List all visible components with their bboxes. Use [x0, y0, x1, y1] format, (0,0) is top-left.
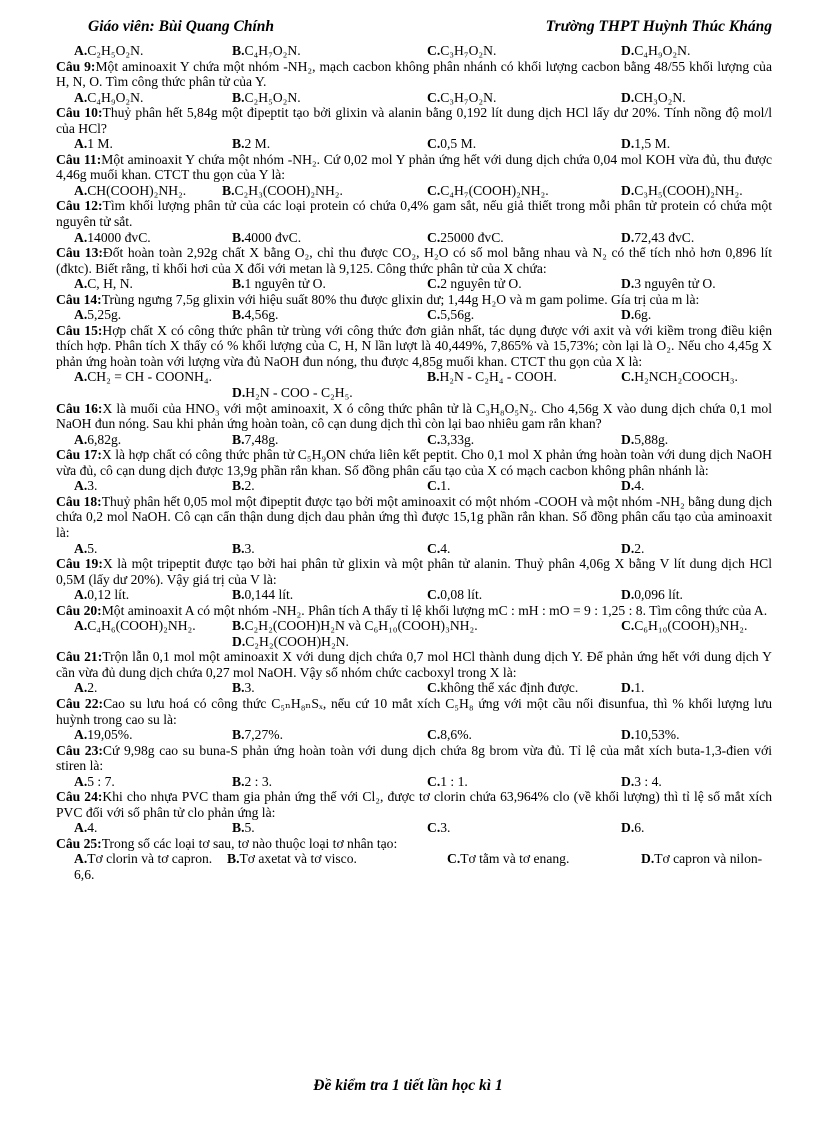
- teacher-name: Giáo viên: Bùi Quang Chính: [88, 18, 275, 35]
- option-d: D.5,88g.: [621, 431, 669, 447]
- option-c: C.C₆H₁₀(COOH)₃NH₂.: [621, 618, 748, 634]
- option-c: C.C₄H₇(COOH)₂NH₂.: [427, 182, 549, 198]
- option-d: D.2.: [621, 540, 645, 556]
- option-c: C.0,5 M.: [427, 136, 477, 152]
- question-18: Câu 18:Thuỷ phân hết 0,05 mol một đipeptit được tạo bởi một aminoaxit có một nhóm -COOH và một nhóm -NH₂ bằng dung dịch chứa 0,2 mol NaOH. Cô cạn cẩn thận dung dịch dau phản ứng thì được 15,1g phần rắn khan. Số đồng phân cấu tạo của aminoaxit là:: [56, 493, 772, 540]
- option-a: A.14000 đvC.: [74, 229, 151, 245]
- option-c: C.2 nguyên tử O.: [427, 276, 522, 292]
- option-c: C.4.: [427, 540, 451, 556]
- question-23: Câu 23:Cứ 9,98g cao su buna-S phản ứng hoàn toàn với dung dịch chứa 8g brom vừa đủ. Tỉ lệ của mắt xích buta-1,3-đien với stiren là:: [56, 742, 772, 774]
- exam-footer-title: Đề kiểm tra 1 tiết lần học kì 1: [313, 1077, 503, 1094]
- question-24: Câu 24:Khi cho nhựa PVC tham gia phản ứng thế với Cl₂, được tơ clorin chứa 63,964% clo (về khối lượng) thì tỉ lệ số mắt xích PVC đối với số phân tử clo phản ứng là:: [56, 789, 772, 820]
- q13-options: [56, 276, 772, 292]
- option-b: B.Tơ axetat và tơ visco.: [227, 851, 357, 867]
- option-d: D.6g.: [621, 307, 652, 323]
- option-d: D.1,5 M.: [621, 136, 671, 152]
- option-b: B.3.: [232, 680, 255, 696]
- option-a: A.6,82g.: [74, 431, 122, 447]
- q25-options: [56, 851, 772, 882]
- question-25: Câu 25:Trong số các loại tơ sau, tơ nào thuộc loại tơ nhân tạo:: [56, 835, 398, 851]
- q21-options: [56, 680, 772, 696]
- question-9: Câu 9:Một aminoaxit Y chứa một nhóm -NH₂, mạch cacbon không phân nhánh có khối lượng cacbon bằng 48/55 khối lượng của H, N, O. Tìm công thức phân tử của Y.: [56, 58, 772, 90]
- option-b: B.1 nguyên tử O.: [232, 276, 326, 292]
- option-a: A.C, H, N.: [74, 276, 133, 292]
- option-b: B.3.: [232, 540, 255, 556]
- option-d: D.H₂N - COO - C₂H₅.: [232, 385, 353, 401]
- option-b: B.2.: [232, 478, 255, 494]
- option-a: A.Tơ clorin và tơ capron.: [74, 851, 213, 867]
- question-15: Câu 15:Hợp chất X có công thức phân tử trùng với công thức đơn giản nhất, tác dụng được với axit và với kiềm trong điều kiện thích hợp. Phân tích X thấy có % khối lượng của C, H, N lần lượt là 40,449%, 7,865% và 15,73%; còn lại là O₂. Nếu cho 4,45g X phản ứng hoàn toàn với lượng vừa đủ NaOH đun nóng, thu được 4,85g muối khan. CTCT thu gọn của X là:: [56, 322, 772, 369]
- q16-options: [56, 432, 772, 448]
- option-d: D.6.: [621, 820, 645, 836]
- q23-options: [56, 774, 772, 790]
- option-a: A.1 M.: [74, 136, 113, 152]
- option-d: D.C₃H₅(COOH)₂NH₂.: [621, 182, 743, 198]
- option-a: A.5.: [74, 540, 98, 556]
- option-d: D.3 nguyên tử O.: [621, 276, 716, 292]
- option-b: B.C₄H₇O₂N.: [232, 43, 301, 58]
- option-d: D.4.: [621, 478, 645, 494]
- option-a: A.C₂H₅O₂N.: [74, 43, 144, 58]
- question-10: Câu 10:Thuỷ phân hết 5,84g một đipeptit tạo bởi glixin và alanin bằng 0,192 lít dung dịch HCl lấy dư 20%. Tính nồng độ mol/l của HCl?: [56, 105, 772, 136]
- option-a: A.CH(COOH)₂NH₂.: [74, 182, 187, 198]
- question-21: Câu 21:Trộn lẫn 0,1 mol một aminoaxit X với dung dịch chứa 0,7 mol HCl thành dung dịch Y. Để phản ứng hết với dung dịch Y cần vừa đủ dung dịch chứa 0,27 mol NaOH. Vậy số nhóm chức cacboxyl trong X là:: [56, 649, 772, 680]
- option-b: B.7,48g.: [232, 431, 279, 447]
- option-a: A.4.: [74, 820, 98, 836]
- q14-options: [56, 307, 772, 323]
- q19-options: [56, 587, 772, 603]
- option-d: D.Tơ capron và nilon-6,6.: [74, 851, 763, 882]
- option-b: B.C₂H₅O₂N.: [232, 89, 301, 105]
- option-c: C.3,33g.: [427, 431, 475, 447]
- option-d: D.3 : 4.: [621, 773, 662, 789]
- question-20: Câu 20:Một aminoaxit A có một nhóm -NH₂. Phân tích A thấy tỉ lệ khối lượng mC : mH : mO = 9 : 1,25 : 8. Tìm công thức của A.: [56, 602, 768, 618]
- question-11: Câu 11:Một aminoaxit Y chứa một nhóm -NH₂. Cứ 0,02 mol Y phản ứng hết với dung dịch chứa 0,04 mol KOH vừa đủ, thu được 4,46g muối khan. CTCT thu gọn của Y là:: [56, 151, 772, 183]
- option-b: B.H₂N - C₂H₄ - COOH.: [427, 369, 557, 385]
- question-list: [56, 43, 772, 883]
- option-a: A.19,05%.: [74, 727, 133, 743]
- question-13: Câu 13:Đốt hoàn toàn 2,92g chất X bằng O₂, chỉ thu được CO₂, H₂O có số mol bằng nhau và N₂ có thể tích nhỏ hơn 0,896 lít (đktc). Biết rằng, tỉ khối hơi của X đối với metan là 9,125. Công thức phân tử của X chứa:: [56, 245, 772, 276]
- q17-options: [56, 478, 772, 494]
- option-c: C.3.: [427, 820, 451, 836]
- q22-options: [56, 727, 772, 743]
- question-12: Câu 12:Tìm khối lượng phân tử của các loại protein có chứa 0,4% gam sắt, nếu giả thiết trong mỗi phân tử protein có chứa một nguyên tử sắt.: [56, 198, 772, 230]
- option-b: B.7,27%.: [232, 727, 283, 743]
- question-14: Câu 14:Trùng ngưng 7,5g glixin với hiệu suất 80% thu được glixin dư; 1,44g H₂O và m gam polime. Gía trị của m là:: [56, 291, 700, 307]
- option-a: A.CH₂ = CH - COONH₄.: [74, 369, 212, 385]
- option-d: D.10,53%.: [621, 727, 680, 743]
- option-c: C.C₃H₇O₂N.: [427, 89, 497, 105]
- page-header: [88, 18, 772, 40]
- option-c: C.1 : 1.: [427, 773, 468, 789]
- q8-options: [56, 43, 772, 59]
- option-c: C.8,6%.: [427, 727, 472, 743]
- question-19: Câu 19:X là một tripeptit được tạo bởi hai phân tử glixin và một phân tử alanin. Thuỷ phân 4,06g X bằng V lít dung dịch HCl 0,5M (lấy dư 20%). Vậy giá trị của V là:: [56, 556, 772, 587]
- option-b: B.C₂H₂(COOH)H₂N và C₆H₁₀(COOH)₃NH₂.: [232, 618, 478, 634]
- q24-options: [56, 820, 772, 836]
- option-b: B.4000 đvC.: [232, 229, 302, 245]
- option-d: D.C₄H₉O₂N.: [621, 43, 691, 58]
- q12-options: [56, 230, 772, 246]
- option-d: D.C₂H₂(COOH)H₂N.: [232, 633, 349, 649]
- option-c: C.0,08 lít.: [427, 587, 483, 603]
- option-d: D.CH₃O₂N.: [621, 89, 686, 105]
- question-22: Câu 22:Cao su lưu hoá có công thức C₅ₙH₈ₙSₓ, nếu cứ 10 mắt xích C₅H₈ ứng với một cầu nối đisunfua, thì % khối lượng lưu huỳnh trong cao su là:: [56, 695, 772, 727]
- option-a: A.C₄H₆(COOH)₂NH₂.: [74, 618, 196, 634]
- option-b: B.C₂H₃(COOH)₂NH₂.: [222, 182, 343, 198]
- q15-options: [56, 369, 772, 400]
- q11-options: [56, 183, 772, 199]
- option-a: A.0,12 lít.: [74, 587, 130, 603]
- q20-options: [56, 618, 772, 649]
- option-a: A.5 : 7.: [74, 773, 115, 789]
- option-b: B.2 : 3.: [232, 773, 273, 789]
- option-c: C.không thể xác định được.: [427, 680, 579, 696]
- q18-options: [56, 541, 772, 557]
- question-16: Câu 16:X là muối của HNO₃ với một aminoaxit, X ó công thức phân tử là C₃H₈O₅N₂. Cho 4,56g X vào dung dịch chứa 0,1 mol NaOH đun nóng. Sau khi phản ứng hoàn toàn, cô cạn dung dịch thì còn lại bao nhiêu gam rắn khan?: [56, 400, 772, 432]
- school-name: Trường THPT Huỳnh Thúc Kháng: [545, 18, 772, 35]
- option-a: A.3.: [74, 478, 98, 494]
- option-a: A.2.: [74, 680, 98, 696]
- option-b: B.4,56g.: [232, 307, 279, 323]
- option-d: D.1.: [621, 680, 645, 696]
- option-c: C.C₃H₇O₂N.: [427, 43, 497, 58]
- option-c: C.25000 đvC.: [427, 229, 504, 245]
- option-b: B.0,144 lít.: [232, 587, 294, 603]
- option-c: C.5,56g.: [427, 307, 475, 323]
- q9-options: [56, 90, 772, 106]
- q10-options: [56, 136, 772, 152]
- option-b: B.5.: [232, 820, 255, 836]
- option-a: A.C₄H₉O₂N.: [74, 89, 144, 105]
- option-c: C.1.: [427, 478, 451, 494]
- option-c: C.H₂NCH₂COOCH₃.: [621, 369, 738, 385]
- option-d: D.72,43 đvC.: [621, 229, 695, 245]
- option-d: D.0,096 lít.: [621, 587, 683, 603]
- option-c: C.Tơ tằm và tơ enang.: [447, 851, 570, 867]
- question-17: Câu 17:X là hợp chất có công thức phân tử C₅H₉ON chứa liên kết peptit. Cho 0,1 mol X phản ứng hoàn toàn với dung dịch NaOH vừa đủ, cô cạn dung dịch được 13,9g phần rắn khan. Số đồng phân cấu tạo của X có mạch cacbon không phân nhánh là:: [56, 447, 772, 478]
- option-a: A.5,25g.: [74, 307, 122, 323]
- option-b: B.2 M.: [232, 136, 271, 152]
